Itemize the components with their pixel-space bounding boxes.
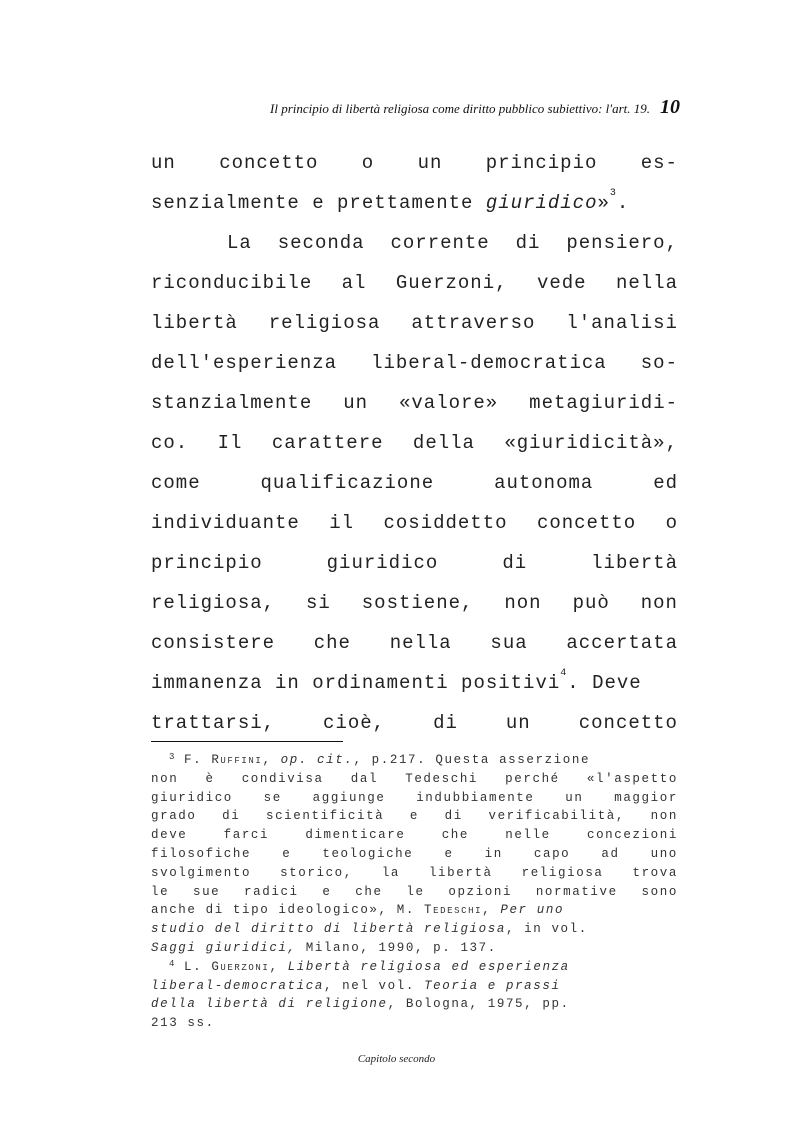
- body-line: individuante il cosiddetto concetto o: [151, 512, 678, 534]
- running-title: Il principio di libertà religiosa come diritto pubblico subiettivo: l'art. 19.: [270, 101, 650, 116]
- body-line: principio giuridico di libertà: [151, 552, 678, 574]
- footnote-4-line: della libertà di religione, Bologna, 1975, pp.: [151, 997, 570, 1012]
- footnote-separator: [151, 741, 343, 742]
- body-line: dell'esperienza liberal-democratica so-: [151, 352, 678, 374]
- body-line: religiosa, si sostiene, non può non: [151, 592, 678, 614]
- body-text: [151, 143, 678, 743]
- footnote-3-line: studio del diritto di libertà religiosa, in vol.: [151, 922, 588, 937]
- footnote-3-line: le sue radici e che le opzioni normative sono: [151, 884, 678, 899]
- footnote-3-line: non è condivisa dal Tedeschi perché «l'aspetto: [151, 771, 678, 786]
- footnote-3-line: deve farci dimenticare che nelle concezioni: [151, 828, 678, 843]
- footnote-marker: 3: [169, 752, 177, 762]
- footnote-ref-3: 3: [609, 187, 617, 199]
- body-line: consistere che nella sua accertata: [151, 632, 678, 654]
- footnote-4-line: $^4$ L. Guerzoni, Libertà religiosa ed esperienza: [169, 958, 570, 974]
- page-number: 10: [660, 96, 680, 118]
- body-line: libertà religiosa attraverso l'analisi: [151, 312, 678, 334]
- body-line: stanzialmente un «valore» metagiuridi-: [151, 392, 678, 414]
- footnote-4-line: liberal-democratica, nel vol. Teoria e prassi: [151, 978, 561, 993]
- page-footer: Capitolo secondo: [357, 1053, 436, 1065]
- body-line: riconducibile al Guerzoni, vede nella: [151, 272, 678, 294]
- footnote-marker: 4: [169, 958, 177, 969]
- body-line: trattarsi, cioè, di un concetto: [151, 712, 678, 734]
- body-line: un concetto o un principio es-: [151, 152, 678, 174]
- footnote-3-line: $^3$ F. Ruffini, op. cit., p.217. Questa asserzione: [169, 752, 591, 767]
- body-line: immanenza in ordinamenti positivi$^4$. Deve: [151, 667, 642, 694]
- body-line: senzialmente e prettamente giuridico»$^3$.: [151, 187, 630, 214]
- running-header: [270, 96, 680, 119]
- body-line: co. Il carattere della «giuridicità»,: [151, 432, 678, 454]
- footnote-3-line: Saggi giuridici, Milano, 1990, p. 137.: [151, 940, 497, 955]
- footnote-3-line: filosofiche e teologiche e in capo ad uno: [151, 846, 678, 861]
- footnote-3-line: giuridico se aggiunge indubbiamente un maggior: [151, 790, 678, 805]
- footnote-4-line: 213 ss.: [151, 1016, 215, 1031]
- body-line: come qualificazione autonoma ed: [151, 472, 678, 494]
- footnote-3-line: svolgimento storico, la libertà religiosa trova: [151, 865, 678, 880]
- footnote-ref-4: 4: [560, 667, 568, 679]
- footnote-3-line: grado di scientificità e di verificabilità, non: [151, 809, 678, 824]
- footnotes: [151, 751, 678, 1033]
- body-line: La seconda corrente di pensiero,: [227, 232, 678, 254]
- footnote-3-line: anche di tipo ideologico», M. Tedeschi, Per uno: [151, 903, 565, 918]
